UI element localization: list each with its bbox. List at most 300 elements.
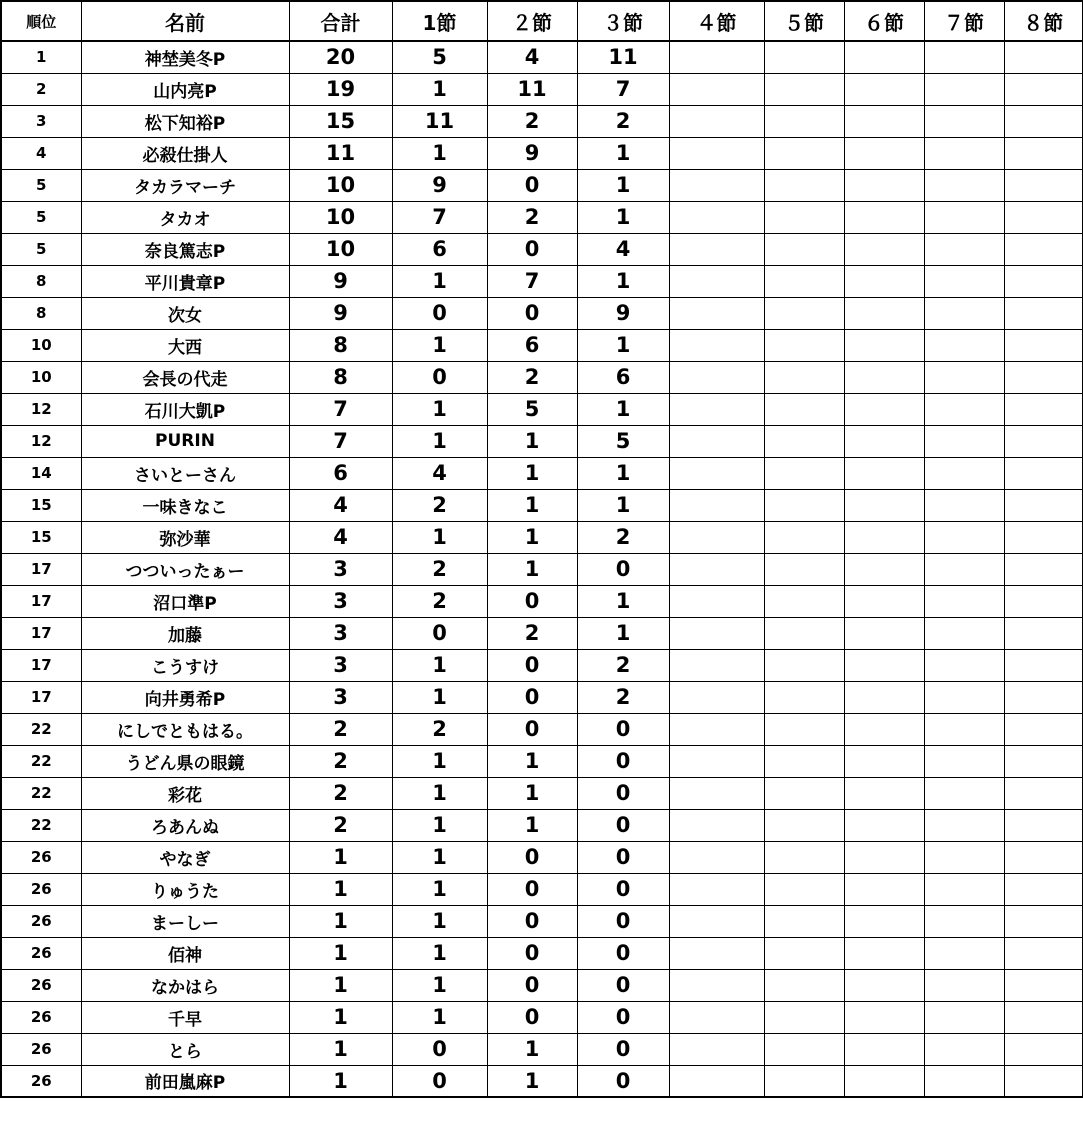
round-5-cell: [764, 393, 844, 425]
name-cell: 向井勇希P: [81, 681, 289, 713]
table-row: [1, 969, 1083, 1001]
name-cell: 千早: [81, 1001, 289, 1033]
total-cell: 15: [289, 105, 392, 137]
round-5-cell: [764, 777, 844, 809]
total-cell: 9: [289, 297, 392, 329]
round-2-cell: 2: [487, 201, 577, 233]
table-row: [1, 937, 1083, 969]
total-cell: 2: [289, 713, 392, 745]
round-7-cell: [924, 713, 1004, 745]
round-5-cell: [764, 809, 844, 841]
round-2-cell: 1: [487, 809, 577, 841]
round-2-cell: 6: [487, 329, 577, 361]
round-2-cell: 0: [487, 233, 577, 265]
round-2-cell: 1: [487, 457, 577, 489]
round-8-cell: [1004, 233, 1083, 265]
table-row: [1, 585, 1083, 617]
round-4-cell: [669, 169, 764, 201]
round-6-cell: [844, 1001, 924, 1033]
round-1-cell: 0: [392, 1065, 487, 1097]
rank-cell: 22: [1, 713, 81, 745]
round-2-cell: 1: [487, 1065, 577, 1097]
round-8-cell: [1004, 873, 1083, 905]
round-3-cell: 0: [577, 809, 669, 841]
round-6-cell: [844, 553, 924, 585]
table-row: [1, 617, 1083, 649]
header-round-1: 1節: [392, 1, 487, 41]
round-3-cell: 2: [577, 105, 669, 137]
round-6-cell: [844, 233, 924, 265]
round-1-cell: 0: [392, 297, 487, 329]
name-cell: 弥沙華: [81, 521, 289, 553]
round-1-cell: 1: [392, 73, 487, 105]
round-1-cell: 2: [392, 713, 487, 745]
round-2-cell: 0: [487, 937, 577, 969]
round-8-cell: [1004, 905, 1083, 937]
table-row: [1, 265, 1083, 297]
round-5-cell: [764, 361, 844, 393]
name-cell: やなぎ: [81, 841, 289, 873]
table-row: [1, 393, 1083, 425]
table-row: [1, 521, 1083, 553]
round-1-cell: 2: [392, 585, 487, 617]
round-1-cell: 1: [392, 649, 487, 681]
table-row: [1, 201, 1083, 233]
round-5-cell: [764, 969, 844, 1001]
round-3-cell: 0: [577, 905, 669, 937]
total-cell: 2: [289, 809, 392, 841]
round-4-cell: [669, 809, 764, 841]
round-2-cell: 0: [487, 649, 577, 681]
round-7-cell: [924, 201, 1004, 233]
round-8-cell: [1004, 617, 1083, 649]
table-row: [1, 713, 1083, 745]
round-2-cell: 9: [487, 137, 577, 169]
total-cell: 10: [289, 233, 392, 265]
table-row: [1, 1065, 1083, 1097]
round-1-cell: 1: [392, 841, 487, 873]
round-5-cell: [764, 745, 844, 777]
rank-cell: 1: [1, 41, 81, 73]
rank-cell: 12: [1, 425, 81, 457]
round-7-cell: [924, 1065, 1004, 1097]
round-3-cell: 5: [577, 425, 669, 457]
rank-cell: 22: [1, 745, 81, 777]
round-1-cell: 1: [392, 393, 487, 425]
total-cell: 4: [289, 521, 392, 553]
total-cell: 6: [289, 457, 392, 489]
round-1-cell: 2: [392, 553, 487, 585]
round-1-cell: 1: [392, 809, 487, 841]
round-3-cell: 1: [577, 489, 669, 521]
round-8-cell: [1004, 425, 1083, 457]
round-2-cell: 1: [487, 745, 577, 777]
round-5-cell: [764, 169, 844, 201]
round-2-cell: 0: [487, 1001, 577, 1033]
round-5-cell: [764, 297, 844, 329]
header-round-5: ５節: [764, 1, 844, 41]
rank-cell: 26: [1, 1065, 81, 1097]
round-6-cell: [844, 873, 924, 905]
round-6-cell: [844, 937, 924, 969]
round-6-cell: [844, 681, 924, 713]
round-8-cell: [1004, 73, 1083, 105]
rank-cell: 17: [1, 585, 81, 617]
round-5-cell: [764, 73, 844, 105]
rank-cell: 17: [1, 649, 81, 681]
total-cell: 1: [289, 1001, 392, 1033]
round-3-cell: 1: [577, 137, 669, 169]
name-cell: つついったぁー: [81, 553, 289, 585]
rank-cell: 22: [1, 777, 81, 809]
round-3-cell: 4: [577, 233, 669, 265]
name-cell: 松下知裕P: [81, 105, 289, 137]
round-7-cell: [924, 521, 1004, 553]
round-7-cell: [924, 649, 1004, 681]
round-6-cell: [844, 809, 924, 841]
round-8-cell: [1004, 1065, 1083, 1097]
rank-cell: 2: [1, 73, 81, 105]
round-3-cell: 6: [577, 361, 669, 393]
round-4-cell: [669, 873, 764, 905]
round-6-cell: [844, 713, 924, 745]
name-cell: 山内亮P: [81, 73, 289, 105]
round-3-cell: 1: [577, 265, 669, 297]
rank-cell: 26: [1, 937, 81, 969]
name-cell: りゅうた: [81, 873, 289, 905]
name-cell: こうすけ: [81, 649, 289, 681]
round-3-cell: 0: [577, 937, 669, 969]
total-cell: 10: [289, 201, 392, 233]
round-6-cell: [844, 521, 924, 553]
round-2-cell: 1: [487, 1033, 577, 1065]
round-5-cell: [764, 137, 844, 169]
rank-cell: 4: [1, 137, 81, 169]
round-1-cell: 1: [392, 137, 487, 169]
rank-cell: 5: [1, 233, 81, 265]
round-3-cell: 1: [577, 585, 669, 617]
round-3-cell: 0: [577, 873, 669, 905]
round-4-cell: [669, 233, 764, 265]
round-7-cell: [924, 425, 1004, 457]
round-3-cell: 0: [577, 713, 669, 745]
round-8-cell: [1004, 297, 1083, 329]
round-7-cell: [924, 233, 1004, 265]
round-5-cell: [764, 585, 844, 617]
header-round-6: ６節: [844, 1, 924, 41]
round-5-cell: [764, 1001, 844, 1033]
round-5-cell: [764, 105, 844, 137]
table-row: [1, 73, 1083, 105]
round-8-cell: [1004, 1033, 1083, 1065]
round-5-cell: [764, 553, 844, 585]
table-row: [1, 489, 1083, 521]
table-row: [1, 649, 1083, 681]
round-8-cell: [1004, 969, 1083, 1001]
round-4-cell: [669, 585, 764, 617]
round-3-cell: 1: [577, 457, 669, 489]
total-cell: 3: [289, 617, 392, 649]
name-cell: 大西: [81, 329, 289, 361]
table-row: [1, 841, 1083, 873]
round-3-cell: 2: [577, 649, 669, 681]
round-7-cell: [924, 1001, 1004, 1033]
round-4-cell: [669, 137, 764, 169]
round-1-cell: 0: [392, 617, 487, 649]
header-round-4: ４節: [669, 1, 764, 41]
round-3-cell: 1: [577, 201, 669, 233]
round-4-cell: [669, 457, 764, 489]
round-7-cell: [924, 745, 1004, 777]
total-cell: 3: [289, 553, 392, 585]
round-8-cell: [1004, 265, 1083, 297]
table-row: [1, 361, 1083, 393]
round-4-cell: [669, 425, 764, 457]
round-6-cell: [844, 297, 924, 329]
table-row: [1, 457, 1083, 489]
round-8-cell: [1004, 361, 1083, 393]
round-2-cell: 7: [487, 265, 577, 297]
rank-cell: 8: [1, 265, 81, 297]
round-6-cell: [844, 1065, 924, 1097]
total-cell: 19: [289, 73, 392, 105]
round-2-cell: 11: [487, 73, 577, 105]
name-cell: 奈良篤志P: [81, 233, 289, 265]
round-1-cell: 9: [392, 169, 487, 201]
name-cell: 前田嵐麻P: [81, 1065, 289, 1097]
name-cell: タカラマーチ: [81, 169, 289, 201]
round-6-cell: [844, 457, 924, 489]
round-7-cell: [924, 1033, 1004, 1065]
round-7-cell: [924, 361, 1004, 393]
table-header: [1, 1, 1083, 41]
table-row: [1, 105, 1083, 137]
round-4-cell: [669, 969, 764, 1001]
round-6-cell: [844, 905, 924, 937]
name-cell: PURIN: [81, 425, 289, 457]
round-5-cell: [764, 425, 844, 457]
name-cell: にしでともはる。: [81, 713, 289, 745]
round-1-cell: 5: [392, 41, 487, 73]
total-cell: 1: [289, 1033, 392, 1065]
round-1-cell: 1: [392, 969, 487, 1001]
round-3-cell: 2: [577, 521, 669, 553]
round-2-cell: 4: [487, 41, 577, 73]
total-cell: 1: [289, 841, 392, 873]
round-2-cell: 0: [487, 841, 577, 873]
round-2-cell: 0: [487, 969, 577, 1001]
table-body: [1, 41, 1083, 1097]
round-7-cell: [924, 105, 1004, 137]
rank-cell: 14: [1, 457, 81, 489]
round-5-cell: [764, 233, 844, 265]
round-4-cell: [669, 1001, 764, 1033]
round-5-cell: [764, 649, 844, 681]
round-7-cell: [924, 873, 1004, 905]
total-cell: 8: [289, 329, 392, 361]
name-cell: まーしー: [81, 905, 289, 937]
round-8-cell: [1004, 649, 1083, 681]
name-cell: 石川大凱P: [81, 393, 289, 425]
round-2-cell: 0: [487, 681, 577, 713]
round-5-cell: [764, 841, 844, 873]
rank-cell: 17: [1, 617, 81, 649]
round-1-cell: 1: [392, 937, 487, 969]
round-2-cell: 5: [487, 393, 577, 425]
round-1-cell: 2: [392, 489, 487, 521]
round-6-cell: [844, 745, 924, 777]
round-4-cell: [669, 553, 764, 585]
total-cell: 9: [289, 265, 392, 297]
round-8-cell: [1004, 553, 1083, 585]
rank-cell: 5: [1, 201, 81, 233]
rank-cell: 10: [1, 329, 81, 361]
round-1-cell: 1: [392, 1001, 487, 1033]
round-3-cell: 0: [577, 969, 669, 1001]
round-2-cell: 1: [487, 521, 577, 553]
round-6-cell: [844, 1033, 924, 1065]
round-5-cell: [764, 329, 844, 361]
rank-cell: 5: [1, 169, 81, 201]
round-1-cell: 1: [392, 521, 487, 553]
round-2-cell: 0: [487, 905, 577, 937]
round-5-cell: [764, 521, 844, 553]
round-5-cell: [764, 873, 844, 905]
round-7-cell: [924, 553, 1004, 585]
round-5-cell: [764, 905, 844, 937]
round-6-cell: [844, 777, 924, 809]
name-cell: 沼口準P: [81, 585, 289, 617]
round-1-cell: 0: [392, 1033, 487, 1065]
total-cell: 8: [289, 361, 392, 393]
round-2-cell: 1: [487, 777, 577, 809]
rank-cell: 26: [1, 1001, 81, 1033]
round-4-cell: [669, 937, 764, 969]
round-1-cell: 1: [392, 425, 487, 457]
round-6-cell: [844, 489, 924, 521]
round-5-cell: [764, 201, 844, 233]
name-cell: 加藤: [81, 617, 289, 649]
round-2-cell: 2: [487, 105, 577, 137]
round-4-cell: [669, 1065, 764, 1097]
round-3-cell: 1: [577, 329, 669, 361]
rank-cell: 17: [1, 681, 81, 713]
table-row: [1, 873, 1083, 905]
rank-cell: 10: [1, 361, 81, 393]
round-7-cell: [924, 617, 1004, 649]
total-cell: 3: [289, 585, 392, 617]
round-5-cell: [764, 265, 844, 297]
round-3-cell: 7: [577, 73, 669, 105]
round-1-cell: 1: [392, 265, 487, 297]
round-7-cell: [924, 265, 1004, 297]
round-6-cell: [844, 41, 924, 73]
rank-cell: 26: [1, 905, 81, 937]
rank-cell: 3: [1, 105, 81, 137]
name-cell: タカオ: [81, 201, 289, 233]
round-4-cell: [669, 1033, 764, 1065]
total-cell: 1: [289, 937, 392, 969]
round-8-cell: [1004, 169, 1083, 201]
round-8-cell: [1004, 393, 1083, 425]
table-row: [1, 233, 1083, 265]
table-row: [1, 553, 1083, 585]
round-4-cell: [669, 841, 764, 873]
rank-cell: 26: [1, 873, 81, 905]
round-8-cell: [1004, 937, 1083, 969]
round-3-cell: 9: [577, 297, 669, 329]
name-cell: 平川貴章P: [81, 265, 289, 297]
round-4-cell: [669, 905, 764, 937]
round-4-cell: [669, 297, 764, 329]
round-2-cell: 2: [487, 361, 577, 393]
header-round-7: ７節: [924, 1, 1004, 41]
round-7-cell: [924, 969, 1004, 1001]
round-6-cell: [844, 585, 924, 617]
rank-cell: 12: [1, 393, 81, 425]
round-3-cell: 11: [577, 41, 669, 73]
name-cell: 必殺仕掛人: [81, 137, 289, 169]
total-cell: 11: [289, 137, 392, 169]
round-6-cell: [844, 201, 924, 233]
round-5-cell: [764, 1033, 844, 1065]
round-8-cell: [1004, 489, 1083, 521]
rank-cell: 26: [1, 969, 81, 1001]
round-5-cell: [764, 681, 844, 713]
rank-cell: 15: [1, 489, 81, 521]
header-round-3: ３節: [577, 1, 669, 41]
round-2-cell: 1: [487, 553, 577, 585]
round-1-cell: 7: [392, 201, 487, 233]
round-7-cell: [924, 457, 1004, 489]
round-6-cell: [844, 169, 924, 201]
header-rank: 順位: [1, 1, 81, 41]
total-cell: 4: [289, 489, 392, 521]
table-row: [1, 1001, 1083, 1033]
round-6-cell: [844, 841, 924, 873]
round-3-cell: 0: [577, 553, 669, 585]
round-8-cell: [1004, 777, 1083, 809]
round-6-cell: [844, 425, 924, 457]
rank-cell: 26: [1, 841, 81, 873]
round-8-cell: [1004, 809, 1083, 841]
round-7-cell: [924, 393, 1004, 425]
total-cell: 1: [289, 1065, 392, 1097]
name-cell: うどん県の眼鏡: [81, 745, 289, 777]
total-cell: 3: [289, 681, 392, 713]
round-4-cell: [669, 329, 764, 361]
round-3-cell: 0: [577, 745, 669, 777]
name-cell: 神埜美冬P: [81, 41, 289, 73]
round-6-cell: [844, 649, 924, 681]
round-2-cell: 0: [487, 297, 577, 329]
round-7-cell: [924, 41, 1004, 73]
round-3-cell: 0: [577, 1001, 669, 1033]
table-row: [1, 425, 1083, 457]
round-1-cell: 1: [392, 777, 487, 809]
rank-cell: 8: [1, 297, 81, 329]
rank-cell: 26: [1, 1033, 81, 1065]
round-4-cell: [669, 265, 764, 297]
round-6-cell: [844, 137, 924, 169]
round-8-cell: [1004, 201, 1083, 233]
table-row: [1, 809, 1083, 841]
round-3-cell: 0: [577, 841, 669, 873]
name-cell: 佰神: [81, 937, 289, 969]
round-3-cell: 1: [577, 617, 669, 649]
table-row: [1, 297, 1083, 329]
name-cell: さいとーさん: [81, 457, 289, 489]
